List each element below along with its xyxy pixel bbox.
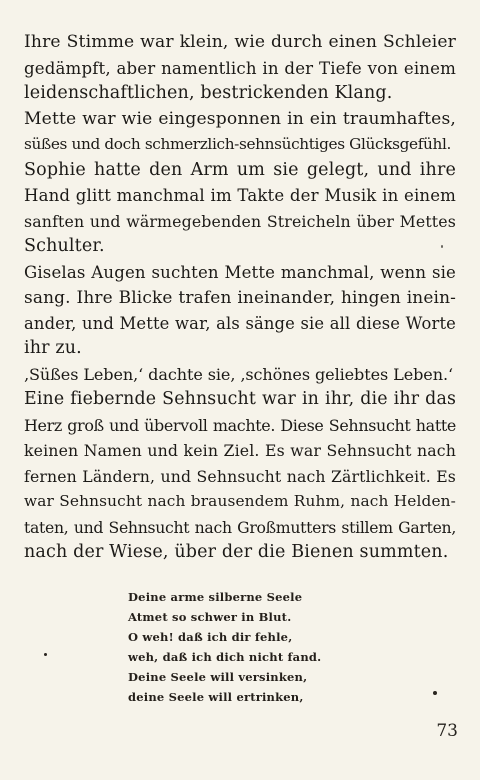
- verse-line: deine Seele will ertrinken,: [128, 690, 304, 704]
- text-line: fernen Ländern, und Sehnsucht nach Zärtlichkeit. Es: [24, 466, 456, 486]
- paragraph-sophie: [24, 158, 456, 260]
- text-line: Herz groß und übervoll machte. Diese Sehnsucht hatte: [24, 415, 456, 435]
- song-verse: [128, 587, 368, 707]
- text-line: war Sehnsucht nach brausendem Ruhm, nach Helden-: [24, 492, 456, 510]
- text-line: ander, und Mette war, als sänge sie all diese Worte: [24, 313, 456, 333]
- text-line: ‚Süßes Leben,‘ dachte sie, ‚schönes geliebtes Leben.‘: [24, 364, 453, 384]
- text-line: nach der Wiese, über der die Bienen summten.: [24, 542, 449, 562]
- text-line: sang. Ihre Blicke trafen ineinander, hingen inein-: [24, 287, 456, 307]
- text-line: keinen Namen und kein Ziel. Es war Sehnsucht nach: [24, 441, 456, 460]
- text-line: Sophie hatte den Arm um sie gelegt, und ihre: [24, 159, 456, 180]
- text-line: gedämpft, aber namentlich in der Tiefe von einem: [24, 58, 456, 78]
- text-line: Ihre Stimme war klein, wie durch einen Schleier: [24, 32, 456, 52]
- text-line: Mette war wie eingesponnen in ein traumhaftes,: [24, 108, 456, 129]
- text-line: leidenschaftlichen, bestrickenden Klang.: [24, 83, 393, 103]
- verse-line: weh, daß ich dich nicht fand.: [128, 650, 322, 664]
- paper-speck: [44, 653, 47, 656]
- paragraph-longing: [24, 387, 456, 566]
- verse-line: Deine arme silberne Seele: [128, 590, 303, 604]
- text-line: ihr zu.: [24, 338, 82, 358]
- text-line: Giselas Augen suchten Mette manchmal, wenn sie: [24, 262, 456, 282]
- paper-speck: [441, 245, 443, 248]
- paragraph-thought: [24, 362, 456, 388]
- verse-line: O weh! daß ich dir fehle,: [128, 630, 293, 644]
- text-line: Eine fiebernde Sehnsucht war in ihr, die ihr das: [24, 389, 456, 409]
- text-line: Hand glitt manchmal im Takte der Musik in einem: [24, 186, 456, 205]
- paragraph-voice: [24, 30, 456, 107]
- verse-line: Atmet so schwer in Blut.: [128, 610, 292, 624]
- paragraph-gisela: [24, 260, 456, 362]
- text-line: süßes und doch schmerzlich-sehnsüchtiges Glücksgefühl.: [24, 135, 452, 153]
- text-line: Schulter.: [24, 236, 105, 256]
- body-text: [24, 30, 456, 566]
- text-line: taten, und Sehnsucht nach Großmutters stillem Garten,: [24, 517, 456, 537]
- text-line: sanften und wärmegebenden Streicheln über Mettes: [24, 211, 456, 231]
- paper-speck: [433, 691, 437, 695]
- verse-line: Deine Seele will versinken,: [128, 670, 308, 684]
- page-number: 73: [436, 721, 458, 741]
- paragraph-mette-dream: [24, 107, 456, 158]
